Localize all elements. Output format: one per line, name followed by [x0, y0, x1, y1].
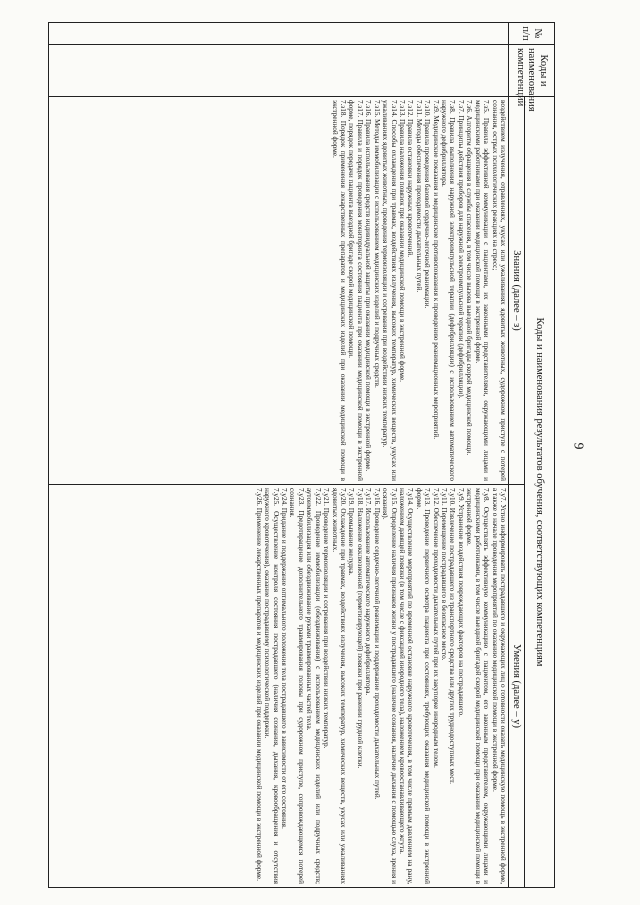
skill-item: 7.у15. Определение наличия признаков жизни у пострадавшего (наличие сознания, наличие дыхания с помощью слуха, зрения и осязания).	[381, 488, 398, 884]
knowledge-item: 7.з6. Алгоритм обращения в службы спасения, в том числе вызова выездной бригады скорой медицинской помощи.	[465, 100, 474, 456]
knowledge-item: 7.з18. Порядок применения лекарственных препаратов и медицинских изделий при оказании медицинской помощи в экстренной форме.	[330, 100, 347, 481]
header-results: Коды и наименования результатов обучения, соответствующих компетенциям	[525, 97, 555, 888]
skill-item: 7.у10. Извлечение пострадавшего из транспортного средства или других труднодоступных мест.	[448, 488, 457, 784]
knowledge-item: 7.з15. Методы иммобилизации с использованием медицинских изделий и подручных средств.	[372, 100, 381, 388]
competencies-table	[48, 22, 555, 888]
skill-item: 7.у20. Охлаждение при травмах, воздействиях излучения, высоких температур, химических веществ, укусах или ужаливаниях ядовитых животных.	[330, 488, 347, 884]
num-cell	[49, 23, 509, 45]
skill-item: 7.у22. Проведение иммобилизации (обездвиживания) с использованием медицинских изделий или подручных средств; аутоиммобилизация или обездвиживание руками травмированных частей тела.	[305, 488, 322, 884]
skill-item: 7.у23. Предотвращение дополнительного травмирования головы при судорожном приступе, сопровождающемся потерей сознания.	[288, 488, 305, 884]
knowledge-item: 7.з13. Правила наложения повязок при оказании медицинской помощи в экстренной форме.	[397, 100, 406, 382]
skills-cell	[49, 485, 509, 888]
skill-item: 7.у19. Промывание желудка.	[347, 488, 356, 576]
skill-item: 7.у7. Устно информировать пострадавшего и окружающих лиц о готовности оказать медицинскую помощь в экстренной форме, а также о начале проведения мероприятий по оказанию медицинской помощи в экстренной форме.	[490, 488, 507, 884]
knowledge-item: 7.з9. Медицинские показания и медицинские противопоказания к проведению реанимационных мероприятий.	[431, 100, 440, 440]
header-knowledge: Знания (далее – з)	[509, 97, 525, 485]
page-number: 9	[570, 442, 586, 450]
header-codes: Коды и наименования компетенций	[509, 45, 555, 97]
rotated-page-content	[48, 22, 555, 888]
skill-item: 7.у12. Обеспечение проходимости дыхательных путей при их закупорке инородным телом.	[431, 488, 440, 768]
skill-item: 7.у8. Осуществлять эффективную коммуникацию с пациентом, его законным представителем, окружающими лицами и медицинскими работниками, в том числе выездной бригадой скорой медицинской помощи при оказании медицинской помощи в экстренной форме.	[465, 488, 491, 884]
knowledge-cell	[49, 97, 509, 485]
knowledge-item: 7.з11. Методы обеспечения проходимости дыхательных путей.	[414, 100, 423, 293]
knowledge-item: 7.з16. Правила использования средств индивидуальной защиты при оказании медицинской помощи в экстренной форме.	[364, 100, 373, 472]
skill-item: 7.у14. Осуществление мероприятий по временной остановке наружного кровотечения, в том числе прямым давлением на рану, наложением давящей повязки (в том числе с фиксацией инородного тела), наложением кровоостанавливающего жгута.	[397, 488, 415, 884]
knowledge-item: воздействием излучения, отравлениях, укусах или ужаливаниях ядовитых животных, судорожном приступе с потерей сознания, острых психологических реакциях на стресс;	[490, 100, 507, 481]
skill-item: 7.у24. Придание и поддержание оптимального положения тела пострадавшего в зависимости от его состояния.	[280, 488, 289, 829]
skill-item: 7.у17. Использование автоматического наружного дефибриллятора.	[364, 488, 373, 696]
knowledge-item: 7.з12. Правила остановки наружных кровотечений.	[406, 100, 415, 258]
skill-item: 7.у21. Проведение термоизоляции и согревания при воздействии низких температур.	[322, 488, 331, 749]
skill-item: 7.у16. Проведение сердечно-легочной реанимации и поддержание проходимости дыхательных путей.	[372, 488, 381, 800]
knowledge-item: 7.з14. Способы охлаждения при травмах, воздействиях излучения, высоких температур, химических веществ, укусах или ужаливаниях ядовитых животных, проведения термоизоляции и согревания при воздействии низких температур.	[381, 100, 398, 481]
knowledge-item: 7.з8. Правила выполнения наружной электроимпульсной терапии (дефибрилляции) с использованием автоматического наружного дефибриллятора.	[440, 100, 457, 481]
knowledge-item: 7.з7. Принципы действия приборов для наружной электроимпульсной терапии (дефибрилляции).	[456, 100, 465, 399]
knowledge-item: 7.з10. Правила проведения базовой сердечно-легочной реанимации.	[423, 100, 432, 309]
knowledge-item: 7.з17. Правила и порядок проведения мониторинга состояния пациента при оказании медицинской помощи в экстренной форме, порядок передачи пациента выездной бригаде скорой медицинской помощи.	[347, 100, 364, 481]
header-num: № п/п	[509, 23, 555, 45]
skill-item: 7.у11. Перемещение пострадавшего в безопасное место.	[440, 488, 449, 661]
skill-item: 7.у26. Применение лекарственных препаратов и медицинских изделий при оказании медицинской помощи в экстренной форме.	[254, 488, 263, 881]
codes-cell	[49, 45, 509, 97]
header-skills: Умения (далее – у)	[509, 485, 525, 888]
skill-item: 7.у25. Осуществление контроля состояния пострадавшего (наличия сознания, дыхания, кровообращения и отсутствия наружного кровотечения), оказание пострадавшему психологической поддержки.	[263, 488, 280, 884]
skill-item: 7.у18. Наложение окклюзионной (герметизирующей) повязки при ранении грудной клетки.	[355, 488, 364, 769]
skill-item: 7.у13. Проведение первичного осмотра пациента при состояниях, требующих оказания медицинской помощи в экстренной форме.	[414, 488, 432, 884]
skill-item: 7.у9. Устранение воздействия повреждающих факторов на пострадавшего.	[456, 488, 465, 717]
knowledge-item: 7.з5. Правила эффективной коммуникации с пациентами, их законными представителями, окружающими лицами и медицинскими работниками при оказании медицинской помощи в экстренной форме.	[473, 100, 491, 481]
